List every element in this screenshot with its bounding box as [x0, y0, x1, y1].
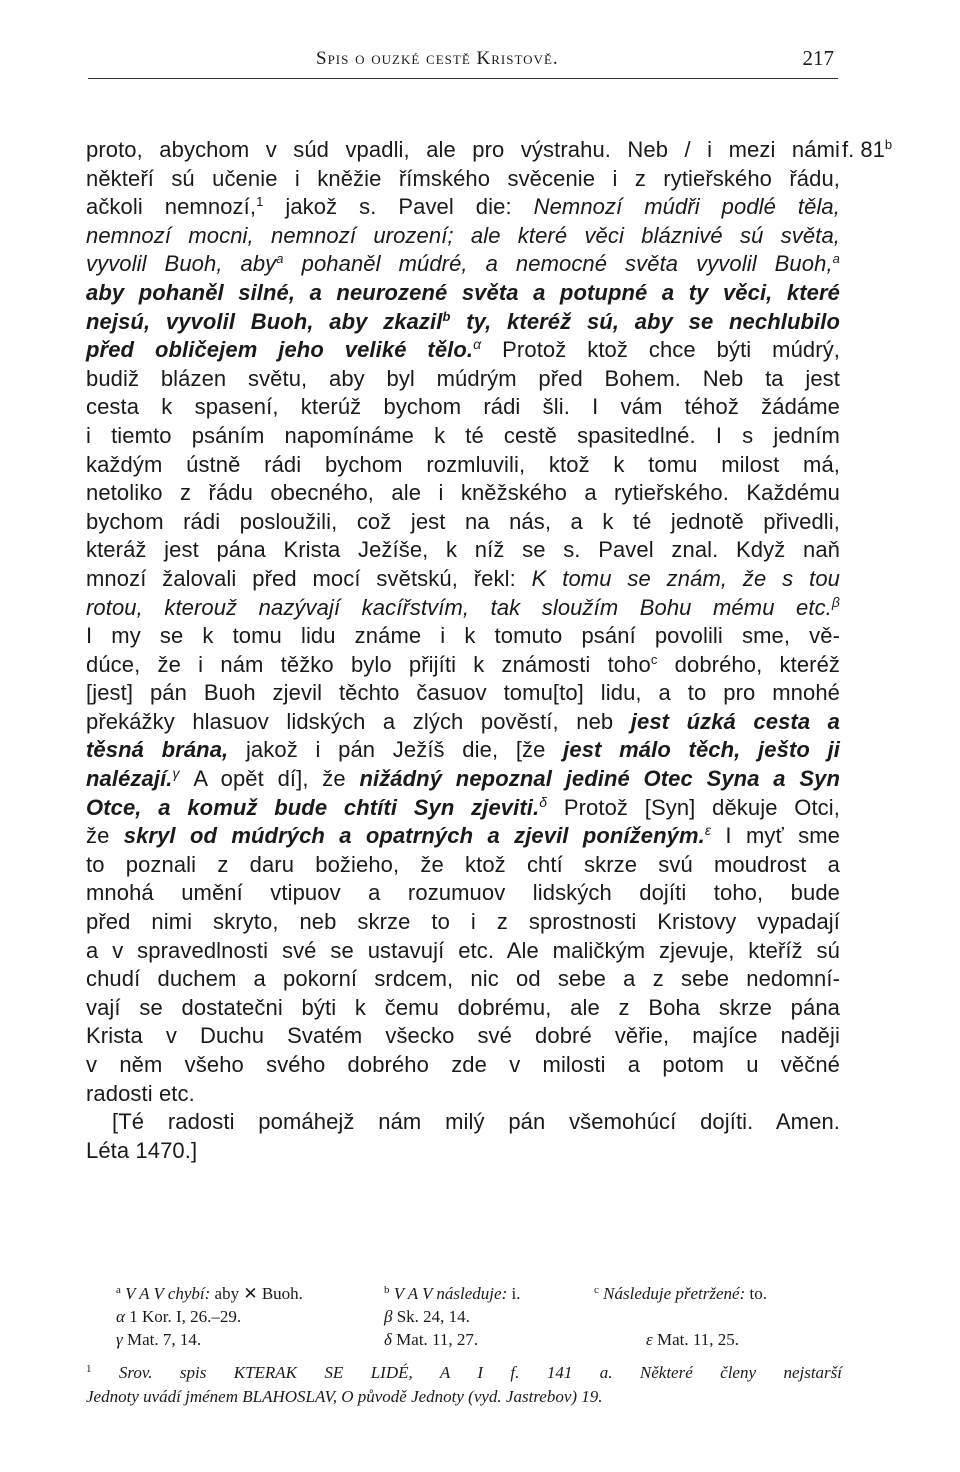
folio-number: f. 81	[842, 137, 885, 162]
margin-folio-note	[842, 136, 892, 165]
text-line: někteří sú učenie i kněžie římského svěcenie i z rytieřského řádu,	[86, 165, 840, 191]
reference-mark: ε	[704, 822, 712, 839]
running-head: Spis o ouzké cestě Kristově.	[316, 48, 559, 69]
text-line: těsná brána, jakož i pán Ježíš die, [že jest málo těch, ješto ji	[86, 737, 840, 763]
critical-apparatus	[116, 1282, 836, 1351]
footnote-mark: 1	[256, 194, 264, 210]
text-line: bychom rádi posloužili, což jest na nás, a k té jednotě přivedli,	[86, 508, 840, 534]
text-line: I my se k tomu lidu známe i k tomuto psání povolili sme, vě-	[86, 623, 840, 649]
text-line: vají se dostatečni býti k čemu dobrému, ale z Boha skrze pána	[86, 994, 840, 1020]
folio-side: b	[884, 137, 893, 152]
reference-mark: δ	[539, 793, 548, 810]
text-line: [Té radosti pomáhejž nám milý pán všemohúcí dojíti. Amen.	[112, 1109, 840, 1135]
text-line: budiž blázen světu, aby byl múdrým před Bohem. Neb ta jest	[86, 365, 840, 391]
text-line: netoliko z řádu obecného, ale i kněžského a rytieřského. Každému	[86, 480, 840, 506]
text-line: ačkoli nemnozí,$^1$ jakož s. Pavel die: Nemnozí múdři podlé těla,	[86, 194, 840, 220]
text-line: v něm všeho svého dobrého zde v milosti a potom u věčné	[86, 1052, 840, 1077]
text-line: že skryl od múdrých a opatrných a zjevil poníženým.$^\varepsilon$ I myť sme	[86, 822, 840, 849]
text-line: to poznali z daru božieho, že ktož chtí skrze svú moudrost a	[86, 851, 840, 877]
footnote	[86, 1361, 842, 1409]
text-line: aby pohaněl silné, a neurozené světa a potupné a ty věci, které	[86, 279, 840, 305]
reference-mark: β	[831, 593, 840, 610]
body-text	[86, 136, 840, 1165]
apparatus-mark: b	[442, 308, 451, 324]
apparatus-mark: a	[276, 251, 284, 267]
text-line: nalézají.$^\gamma$ A opět dí], že nižádný nepoznal jediné Otec Syna a Syn	[86, 765, 840, 792]
reference-mark: α	[473, 336, 482, 353]
text-line: Léta 1470.]	[86, 1137, 198, 1163]
text-line: nejsú, vyvolil Buoh, aby zkazil$^b$ ty, kteréž sú, aby se nechlubilo	[86, 308, 840, 334]
text-line: [jest] pán Buoh zjevil těchto časuov tomu[to] lidu, a to pro mnohé	[86, 680, 840, 706]
apparatus-row: $^a$ V A V chybí: aby ✕ Buoh. $^b$ V A V následuje: i. $^c$ Následuje přetržené: to.	[116, 1284, 767, 1303]
apparatus-mark: c	[650, 651, 658, 667]
footnote-line: $^1$ Srov. spis KTERAK SE LIDÉ, A I f. 141 a. Některé členy nejstarší	[86, 1363, 843, 1382]
apparatus-mark: a	[832, 251, 840, 267]
text-line: nemnozí mocni, nemnozí urození; ale které věci bláznivé sú světa,	[86, 222, 840, 248]
text-line: chudí duchem a pokorní srdcem, nic od sebe a z sebe nedomní-	[86, 966, 840, 992]
text-line: kteráž jest pána Krista Ježíše, k níž se s. Pavel znal. Když naň	[86, 537, 840, 563]
text-line: a v spravedlnosti své se ustavují etc. Ale maličkým zjevuje, kteříž sú	[86, 937, 840, 963]
text-line: před nimi skryto, neb skrze to i z sprostnosti Kristovy vypadají	[86, 909, 840, 935]
apparatus-row: γ Mat. 7, 14. δ Mat. 11, 27. ε Mat. 11, 25.	[116, 1330, 739, 1349]
reference-mark: γ	[172, 765, 180, 782]
text-line: Krista v Duchu Svatém všecko své dobré věřie, majíce naději	[86, 1023, 840, 1049]
text-line: dúce, že i nám těžko bylo přijíti k známosti toho$^c$ dobrého, kteréž	[86, 651, 841, 677]
text-line: před obličejem jeho veliké tělo.$^\alpha$ Protož ktož chce býti múdrý,	[86, 336, 841, 363]
text-line: každým ústně rádi bychom rozmluvili, ktož k tomu milost má,	[86, 451, 840, 477]
text-line: vyvolil Buoh, aby$^a$ pohaněl múdré, a nemocné světa vyvolil Buoh,$^a$	[86, 251, 840, 277]
text-line: mnozí žalovali před mocí světskú, řekl: K tomu se znám, že s tou	[86, 565, 841, 591]
text-line: rotou, kterouž nazývají kacířstvím, tak sloužím Bohu mému etc.$^\beta$	[86, 593, 840, 620]
footnote-number: 1	[86, 1363, 92, 1375]
footnote-line: Jednoty uvádí jménem BLAHOSLAV, O původě Jednoty (vyd. Jastrebov) 19.	[86, 1387, 603, 1406]
text-line: cesta k spasení, kterúž bychom rádi šli. I vám téhož žádáme	[86, 394, 840, 420]
text-line: radosti etc.	[86, 1080, 195, 1106]
page-header	[88, 44, 838, 79]
apparatus-row: α 1 Kor. I, 26.–29. β Sk. 24, 14.	[116, 1307, 470, 1326]
text-line: překážky hlasuov lidských a zlých pověstí, neb jest úzká cesta a	[86, 708, 841, 734]
text-line: proto, abychom v súd vpadli, ale pro výstrahu. Neb / i mezi námi	[86, 137, 840, 162]
text-line: mnohá umění vtipuov a rozumuov lidských dojíti toho, bude	[86, 880, 840, 906]
page-number: 217	[802, 46, 834, 70]
text-line: i tiemto psáním napomínáme k té cestě spasitedlné. I s jedním	[86, 422, 840, 448]
text-line: Otce, a komuž bude chtíti Syn zjeviti.$^\delta$ Protož [Syn] děkuje Otci,	[86, 793, 840, 820]
